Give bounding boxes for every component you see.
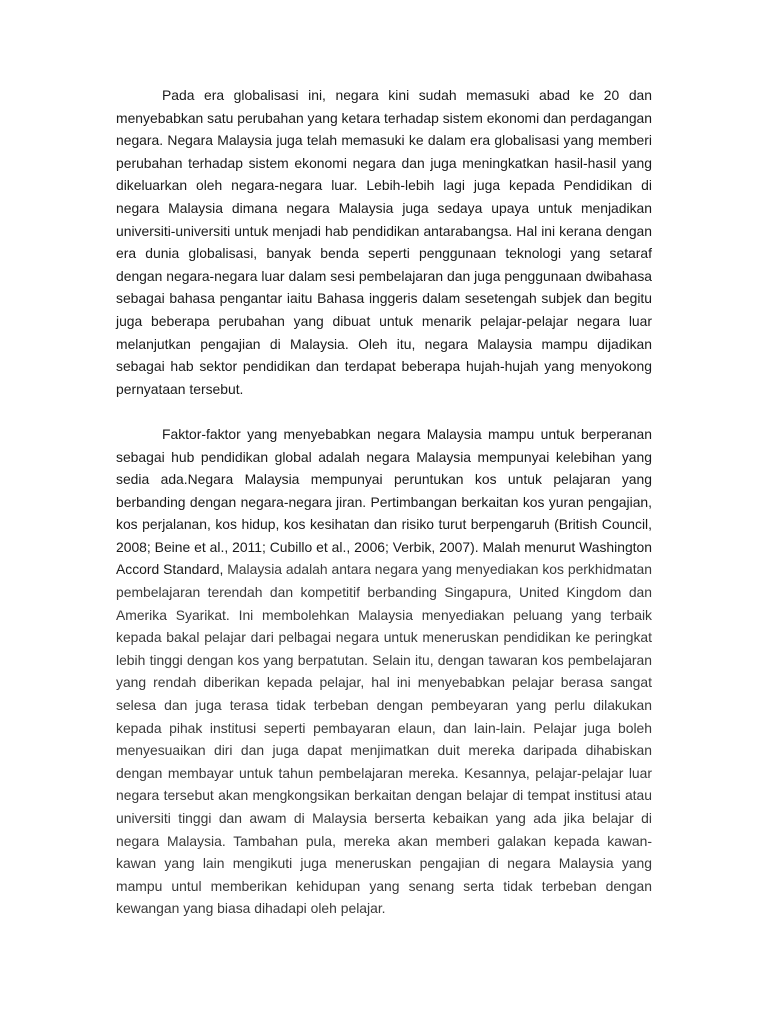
paragraph-1-text: Pada era globalisasi ini, negara kini sudah memasuki abad ke 20 dan menyebabkan satu perubahan yang ketara terhadap sistem ekonomi dan perdagangan negara. Negara Malaysia juga telah memasuki ke dalam era globalisasi yang memberi perubahan terhadap sistem ekonomi negara dan juga meningkatkan hasil-hasil yang dikeluarkan oleh negara-negara luar. Lebih-lebih lagi juga kepada Pendidikan di negara Malaysia dimana negara Malaysia juga sedaya upaya untuk menjadikan universiti-universiti untuk menjadi hab pendidikan antarabangsa. Hal ini kerana dengan era dunia globalisasi, banyak benda seperti penggunaan teknologi yang setaraf dengan negara-negara luar dalam sesi pembelajaran dan juga penggunaan dwibahasa sebagai bahasa pengantar iaitu Bahasa inggeris dalam sesetengah subjek dan begitu juga beberapa perubahan yang dibuat untuk menarik pelajar-pelajar negara luar melanjutkan pengajian di Malaysia. Oleh itu, negara Malaysia mampu dijadikan sebagai hab sektor pendidikan dan terdapat beberapa hujah-hujah yang menyokong pernyataan tersebut. xyxy=(116,87,652,397)
document-page xyxy=(116,84,652,920)
paragraph-2-text-part-b: Malaysia adalah antara negara yang menyediakan kos perkhidmatan pembelajaran terendah dan kompetitif berbanding Singapura, United Kingdom dan Amerika Syarikat. Ini membolehkan Malaysia menyediakan peluang yang terbaik kepada bakal pelajar dari pelbagai negara untuk meneruskan pendidikan ke peringkat lebih tinggi dengan kos yang berpatutan. Selain itu, dengan tawaran kos pembelajaran yang rendah diberikan kepada pelajar, hal ini menyebabkan pelajar berasa sangat selesa dan juga terasa tidak terbeban dengan pembeyaran yang perlu dilakukan kepada pihak institusi seperti pembayaran elaun, dan lain-lain. Pelajar juga boleh menyesuaikan diri dan juga dapat menjimatkan duit mereka daripada dihabiskan dengan membayar untuk tahun pembelajaran mereka. Kesannya, pelajar-pelajar luar negara tersebut akan mengkongsikan berkaitan dengan belajar di tempat institusi atau universiti tinggi dan awam di Malaysia berserta kebaikan yang ada jika belajar di negara Malaysia. Tambahan pula, mereka akan memberi galakan kepada kawan-kawan yang lain mengikuti juga meneruskan pengajian di negara Malaysia yang mampu untul memberikan kehidupan yang senang serta tidak terbeban dengan kewangan yang biasa dihadapi oleh pelajar. xyxy=(116,561,653,917)
paragraph-2 xyxy=(116,423,652,920)
paragraph-2-text-part-a: Faktor-faktor yang menyebabkan negara Malaysia mampu untuk berperanan sebagai hub pendidikan global adalah negara Malaysia mempunyai kelebihan yang sedia ada.Negara Malaysia mempunyai peruntukan kos untuk pelajaran yang berbanding dengan negara-negara jiran. Pertimbangan berkaitan kos yuran pengajian, kos perjalanan, kos hidup, kos kesihatan dan risiko turut berpengaruh (British Council, 2008; Beine et al., 2011; Cubillo et al., 2006; Verbik, 2007). Malah menurut Washington Accord Standard, xyxy=(116,425,652,578)
paragraph-1 xyxy=(116,84,652,400)
